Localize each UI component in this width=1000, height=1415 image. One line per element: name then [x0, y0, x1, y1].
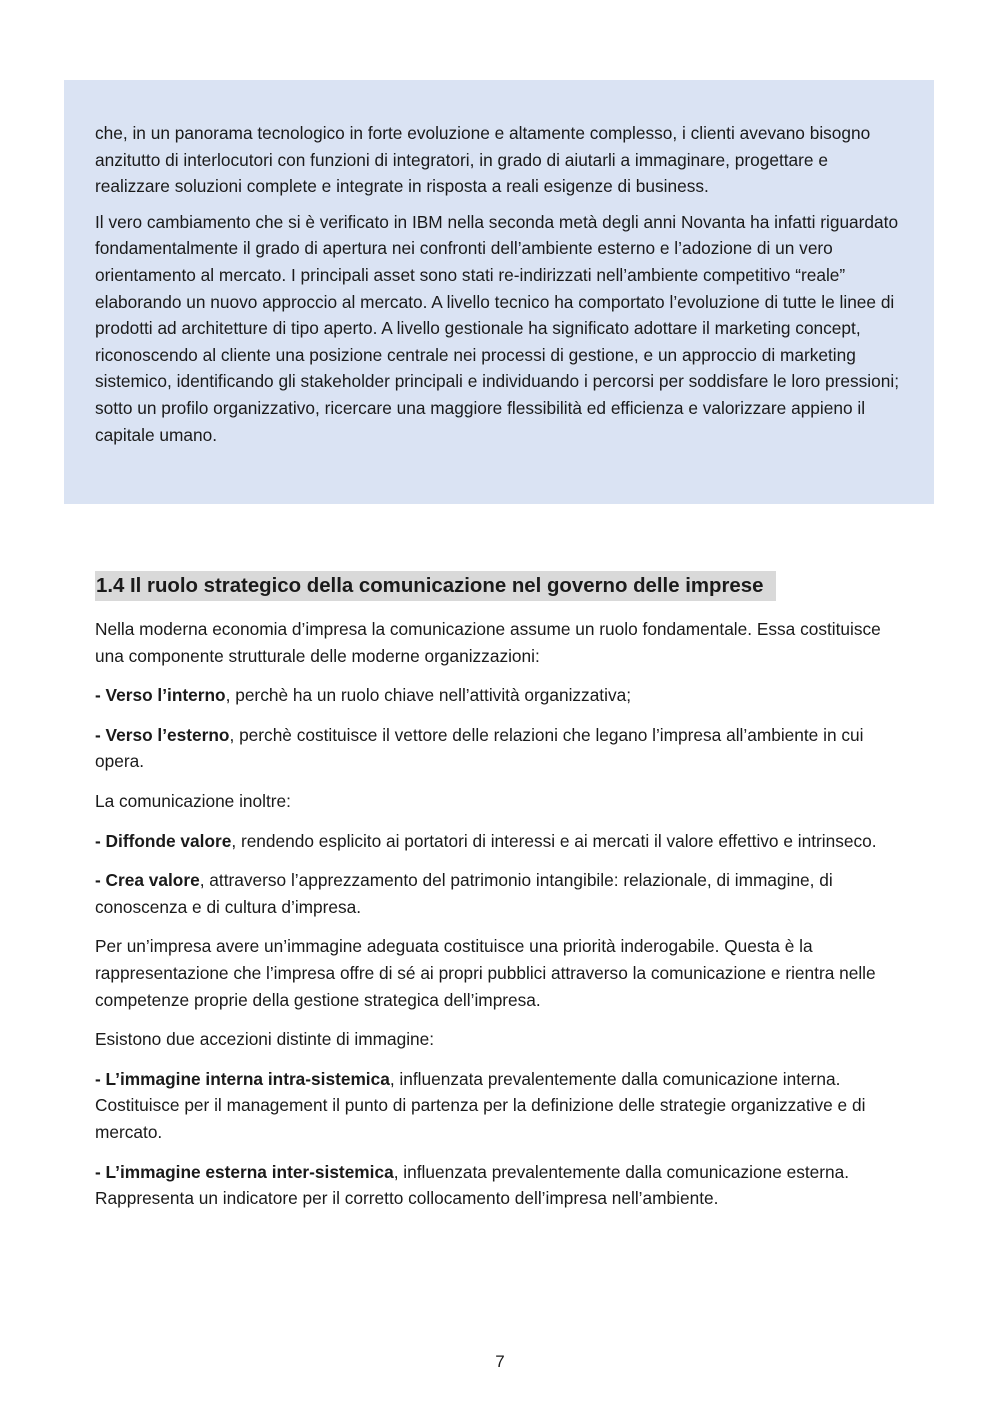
page-number: 7	[495, 1352, 505, 1371]
item-text: , influenzata prevalentemente dalla comunicazione interna. Costituisce per il management il punto di partenza per la definizione delle strategie organizzative e di mercato.	[95, 1068, 866, 1142]
boxed-text	[64, 80, 934, 504]
list-item	[95, 867, 910, 920]
paragraph-immagine: Per un’impresa avere un’immagine adeguata costituisce una priorità inderogabile. Questa è la rappresentazione che l’impresa offre di sé ai propri pubblici attraverso la comunicazione e rientra nelle competenze proprie della gestione strategica dell’impresa.	[95, 936, 876, 1010]
paragraph-intro: Nella moderna economia d’impresa la comunicazione assume un ruolo fondamentale. Essa costituisce una componente strutturale delle moderne organizzazioni:	[95, 619, 881, 666]
list-item	[95, 1159, 910, 1212]
item-term: - Verso l’esterno	[95, 724, 230, 745]
list-item	[95, 722, 910, 775]
item-term: - Verso l’interno	[95, 685, 226, 706]
list-item	[95, 682, 910, 709]
item-term: - L’immagine esterna inter-sistemica	[95, 1161, 394, 1182]
box-paragraph: Il vero cambiamento che si è verificato in IBM nella seconda metà degli anni Novanta ha infatti riguardato fondamentalmente il grado di apertura nei confronti dell’ambiente esterno e l’adozione di un vero orientamento al mercato. I principali asset sono stati re-indirizzati nell’ambiente competitivo “reale” elaborando un nuovo approccio al mercato. A livello tecnico ha comportato l’evoluzione di tutte le linee di prodotti ad architetture di tipo aperto. A livello gestionale ha significato adottare il marketing concept, riconoscendo al cliente una posizione centrale nei processi di gestione, e un approccio di marketing sistemico, identificando gli stakeholder principali e individuando i percorsi per soddisfare le loro pressioni; sotto un profilo organizzativo, ricercare una maggiore flessibilità ed efficienza e valorizzare appieno il capitale umano.	[95, 211, 899, 445]
item-text: , perchè ha un ruolo chiave nell’attività organizzativa;	[225, 685, 631, 706]
paragraph-accezioni: Esistono due accezioni distinte di immagine:	[95, 1029, 435, 1050]
section-1-4	[95, 571, 910, 1225]
box-paragraph: che, in un panorama tecnologico in forte evoluzione e altamente complesso, i clienti avevano bisogno anzitutto di interlocutori con funzioni di integratori, in grado di aiutarli a immaginare, progettare e realizzare soluzioni complete e integrate in risposta a reali esigenze di business.	[95, 123, 871, 197]
item-text: , attraverso l’apprezzamento del patrimonio intangibile: relazionale, di immagine, di conoscenza e di cultura d’impresa.	[95, 870, 833, 917]
list-item	[95, 828, 910, 855]
item-text: , perchè costituisce il vettore delle relazioni che legano l’impresa all’ambiente in cui opera.	[95, 724, 864, 772]
item-text: , influenzata prevalentemente dalla comunicazione esterna. Rappresenta un indicatore per il corretto collocamento dell’impresa nell’ambiente.	[95, 1161, 850, 1209]
item-term: - Crea valore	[95, 870, 200, 891]
section-heading: 1.4 Il ruolo strategico della comunicazione nel governo delle imprese	[95, 571, 776, 601]
paragraph-inoltre: La comunicazione inoltre:	[95, 790, 291, 811]
item-term: - Diffonde valore	[95, 830, 232, 851]
list-item	[95, 1066, 910, 1146]
item-text: , rendendo esplicito ai portatori di interessi e ai mercati il valore effettivo e intrinseco.	[231, 830, 877, 851]
item-term: - L’immagine interna intra-sistemica	[95, 1068, 390, 1089]
